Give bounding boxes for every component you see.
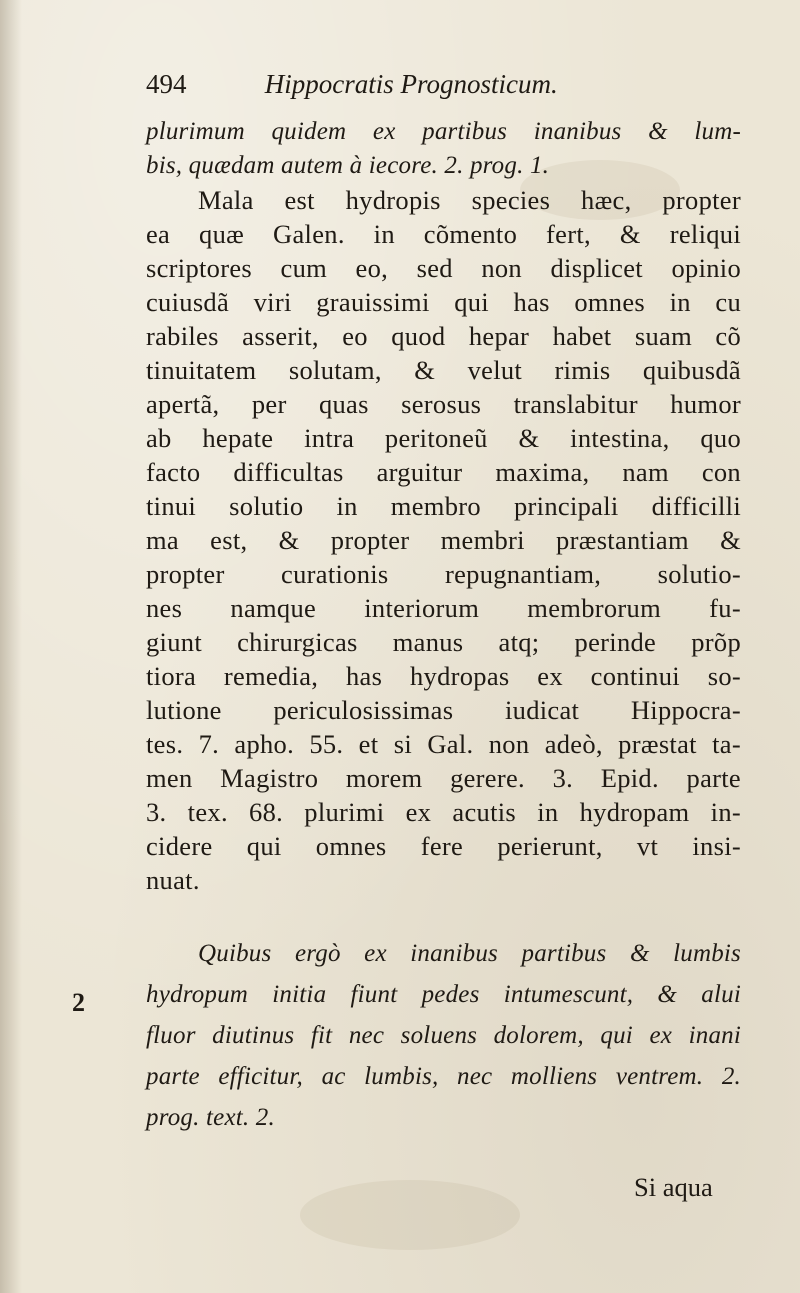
text-line: tinuitatem solutam, & velut rimis quibusdã xyxy=(146,355,741,385)
text-line: hydropum initia fiunt pedes intumescunt, & alui xyxy=(146,981,741,1008)
text-line: 3. tex. 68. plurimi ex acutis in hydropam in- xyxy=(146,797,741,827)
text-line: plurimum quidem ex partibus inanibus & lum- xyxy=(146,118,741,145)
text-line: ab hepate intra peritoneũ & intestina, quo xyxy=(146,423,741,453)
text-line: men Magistro morem gerere. 3. Epid. parte xyxy=(146,763,741,793)
text-line: giunt chirurgicas manus atq; perinde prõp xyxy=(146,627,741,657)
catchword: Si aqua xyxy=(634,1172,713,1202)
text-line: prog. text. 2. xyxy=(146,1104,275,1131)
paper-stain xyxy=(300,1180,520,1250)
running-header xyxy=(146,64,746,104)
text-line: facto difficultas arguitur maxima, nam con xyxy=(146,457,741,487)
text-line: nuat. xyxy=(146,865,200,895)
text-line: cidere qui omnes fere perierunt, vt insi- xyxy=(146,831,741,861)
text-line: Quibus ergò ex inanibus partibus & lumbis xyxy=(198,940,741,967)
text-line: tes. 7. apho. 55. et si Gal. non adeò, præstat ta- xyxy=(146,729,741,759)
text-line: nes namque interiorum membrorum fu- xyxy=(146,593,741,623)
text-line: tiora remedia, has hydropas ex continui so- xyxy=(146,661,741,691)
text-line: apertã, per quas serosus translabitur humor xyxy=(146,389,741,419)
text-line: lutione periculosissimas iudicat Hippocra- xyxy=(146,695,741,725)
gutter-shadow xyxy=(0,0,22,1293)
text-line: bis, quædam autem à iecore. 2. prog. 1. xyxy=(146,152,550,179)
margin-note: 2 xyxy=(72,988,85,1017)
running-title: Hippocratis Prognosticum. xyxy=(264,69,558,99)
text-line: ma est, & propter membri præstantiam & xyxy=(146,525,741,555)
text-line: cuiusdã viri grauissimi qui has omnes in cu xyxy=(146,287,741,317)
page-number: 494 xyxy=(146,69,187,99)
text-line: ea quæ Galen. in cõmento fert, & reliqui xyxy=(146,219,741,249)
text-line: tinui solutio in membro principali difficilli xyxy=(146,491,741,521)
text-line: scriptores cum eo, sed non displicet opinio xyxy=(146,253,741,283)
text-line: rabiles asserit, eo quod hepar habet suam cõ xyxy=(146,321,741,351)
text-line: fluor diutinus fit nec soluens dolorem, qui ex inani xyxy=(146,1022,741,1049)
text-line: Mala est hydropis species hæc, propter xyxy=(198,185,741,215)
text-line: parte efficitur, ac lumbis, nec molliens ventrem. 2. xyxy=(146,1063,741,1090)
text-line: propter curationis repugnantiam, solutio- xyxy=(146,559,741,589)
